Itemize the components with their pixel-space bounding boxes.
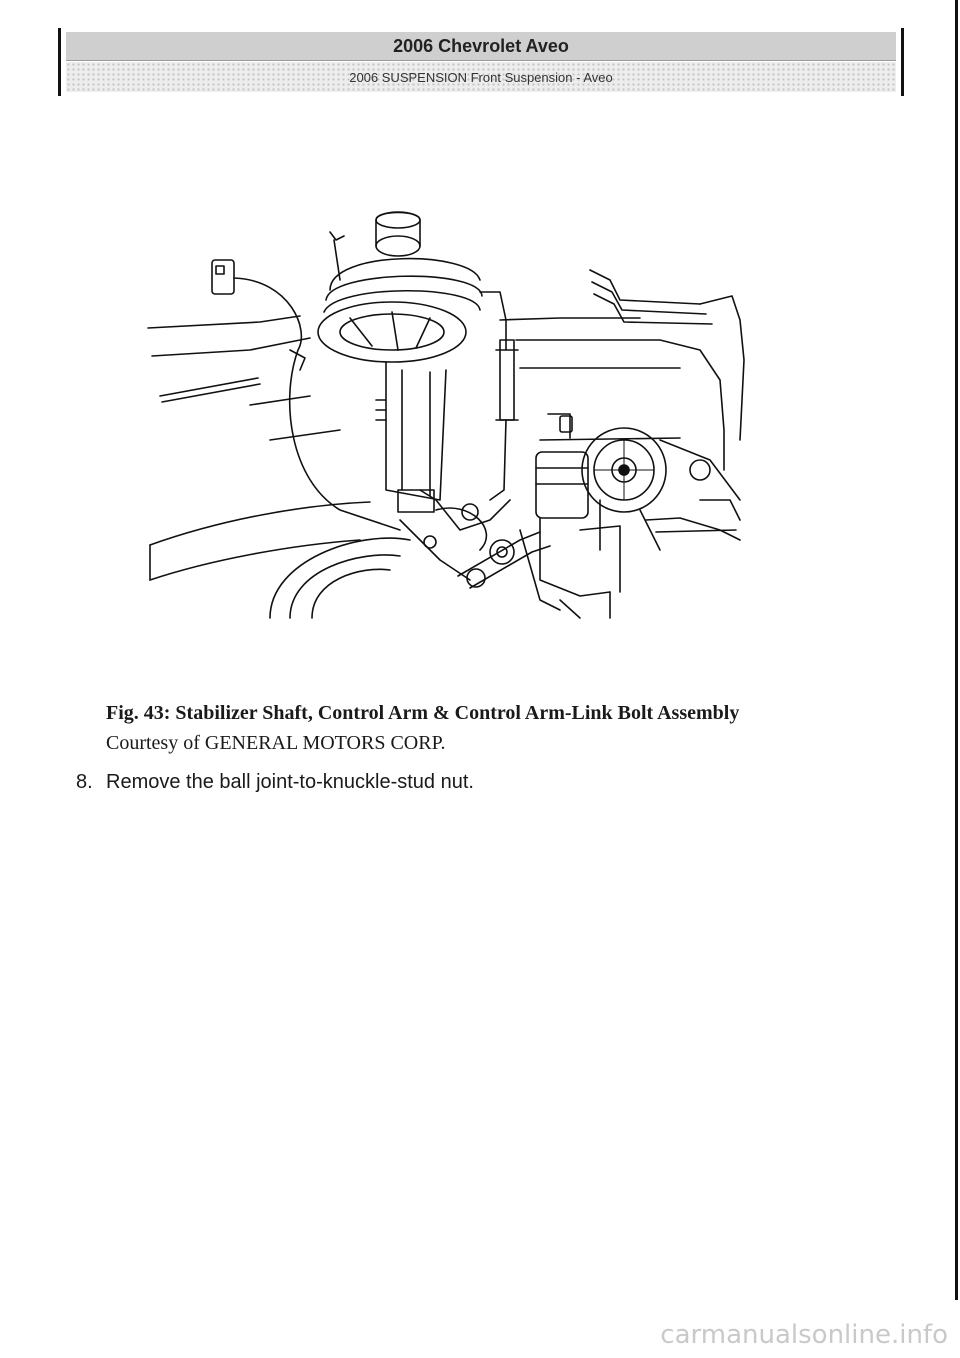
step-text: Remove the ball joint-to-knuckle-stud nut. [106, 771, 474, 793]
step-number: 8. [76, 771, 93, 793]
figure-caption [106, 698, 866, 758]
watermark-text: carmanualsonline.info [660, 1320, 948, 1350]
procedure-step [76, 767, 876, 797]
page-edge [955, 0, 958, 1300]
caption-credit: Courtesy of GENERAL MOTORS CORP. [106, 732, 446, 754]
document-title: 2006 Chevrolet Aveo [66, 32, 896, 61]
caption-title: Fig. 43: Stabilizer Shaft, Control Arm & Control Arm-Link Bolt Assembly [106, 702, 740, 724]
header-border-left [58, 28, 61, 96]
header-border-right [901, 28, 904, 96]
page-header [58, 28, 904, 96]
suspension-illustration [140, 200, 780, 620]
document-subtitle: 2006 SUSPENSION Front Suspension - Aveo [66, 62, 896, 92]
